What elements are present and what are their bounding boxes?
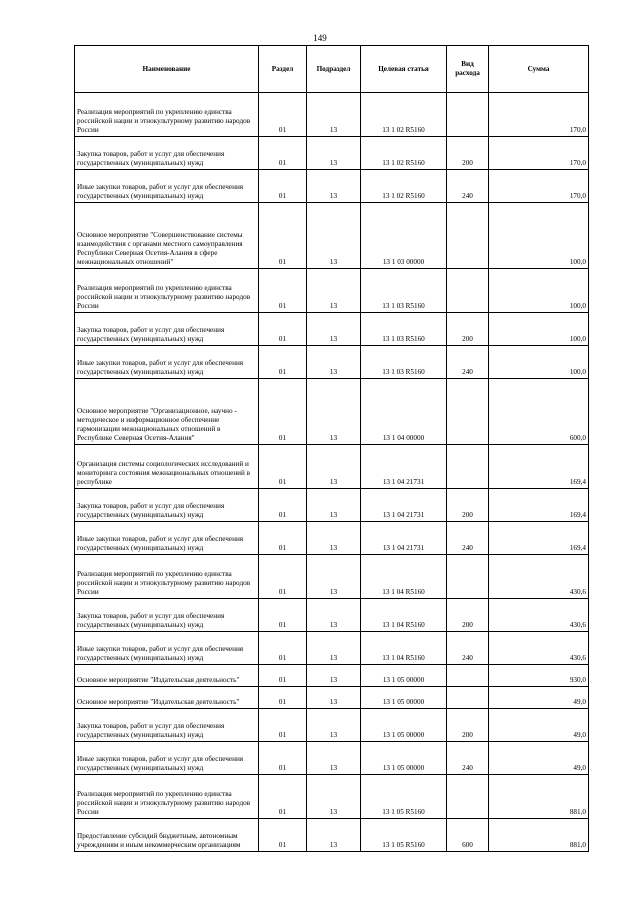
cell-summa: 169,4: [489, 489, 589, 522]
cell-summa: 49,0: [489, 687, 589, 709]
cell-podrazdel: 13: [307, 379, 361, 445]
cell-podrazdel: 13: [307, 170, 361, 203]
cell-name: Основное мероприятие "Издательская деятельность": [75, 665, 259, 687]
cell-vid: [447, 775, 489, 819]
cell-name: Иные закупки товаров, работ и услуг для обеспечения государственных (муниципальных) нужд: [75, 522, 259, 555]
cell-vid: [447, 665, 489, 687]
cell-summa: 600,0: [489, 379, 589, 445]
cell-vid: 240: [447, 522, 489, 555]
cell-summa: 170,0: [489, 93, 589, 137]
cell-statya: 13 1 03 00000: [361, 203, 447, 269]
cell-summa: 881,0: [489, 775, 589, 819]
cell-vid: 200: [447, 709, 489, 742]
cell-podrazdel: 13: [307, 269, 361, 313]
cell-vid: [447, 445, 489, 489]
cell-vid: 240: [447, 742, 489, 775]
table-row: [75, 379, 589, 445]
cell-statya: 13 1 04 R5160: [361, 555, 447, 599]
cell-vid: 200: [447, 137, 489, 170]
header-name: Наименование: [75, 46, 259, 93]
table-row: [75, 819, 589, 852]
page-number: 149: [313, 33, 327, 43]
cell-summa: 430,6: [489, 555, 589, 599]
cell-vid: [447, 687, 489, 709]
table-row: [75, 599, 589, 632]
cell-podrazdel: 13: [307, 775, 361, 819]
table-row: [75, 269, 589, 313]
cell-vid: [447, 555, 489, 599]
cell-razdel: 01: [259, 522, 307, 555]
cell-statya: 13 1 04 21731: [361, 489, 447, 522]
table-row: [75, 445, 589, 489]
cell-statya: 13 1 02 R5160: [361, 93, 447, 137]
cell-summa: 430,6: [489, 632, 589, 665]
table-row: [75, 687, 589, 709]
table-row: [75, 346, 589, 379]
cell-statya: 13 1 04 21731: [361, 522, 447, 555]
cell-statya: 13 1 05 R5160: [361, 819, 447, 852]
cell-statya: 13 1 04 21731: [361, 445, 447, 489]
cell-vid: [447, 203, 489, 269]
cell-podrazdel: 13: [307, 346, 361, 379]
cell-razdel: 01: [259, 819, 307, 852]
cell-name: Реализация мероприятий по укреплению единства российской нации и этнокультурному развитию народов России: [75, 775, 259, 819]
cell-podrazdel: 13: [307, 313, 361, 346]
cell-name: Основное мероприятие "Совершенствование системы взаимодействия с органами местного самоуправления Республики Северная Осетия-Алания в сфере межнациональных отношений": [75, 203, 259, 269]
cell-statya: 13 1 04 R5160: [361, 632, 447, 665]
table-header-row: [75, 46, 589, 93]
cell-name: Реализация мероприятий по укреплению единства российской нации и этнокультурному развитию народов России: [75, 93, 259, 137]
cell-name: Иные закупки товаров, работ и услуг для обеспечения государственных (муниципальных) нужд: [75, 742, 259, 775]
cell-statya: 13 1 03 R5160: [361, 313, 447, 346]
cell-razdel: 01: [259, 555, 307, 599]
cell-podrazdel: 13: [307, 93, 361, 137]
cell-summa: 881,0: [489, 819, 589, 852]
table-row: [75, 522, 589, 555]
cell-name: Иные закупки товаров, работ и услуг для обеспечения государственных (муниципальных) нужд: [75, 170, 259, 203]
cell-razdel: 01: [259, 489, 307, 522]
cell-vid: 200: [447, 313, 489, 346]
cell-name: Организация системы социологических исследований и мониторинга состояния межнациональных отношений в республике: [75, 445, 259, 489]
cell-summa: 49,0: [489, 709, 589, 742]
header-vid: Вид расхода: [447, 46, 489, 93]
table-row: [75, 203, 589, 269]
cell-name: Основное мероприятие "Издательская деятельность": [75, 687, 259, 709]
cell-statya: 13 1 05 00000: [361, 709, 447, 742]
table-row: [75, 709, 589, 742]
cell-vid: [447, 269, 489, 313]
cell-razdel: 01: [259, 269, 307, 313]
cell-vid: 600: [447, 819, 489, 852]
cell-name: Закупка товаров, работ и услуг для обеспечения государственных (муниципальных) нужд: [75, 137, 259, 170]
cell-summa: 49,0: [489, 742, 589, 775]
cell-razdel: 01: [259, 709, 307, 742]
cell-podrazdel: 13: [307, 632, 361, 665]
cell-podrazdel: 13: [307, 489, 361, 522]
cell-razdel: 01: [259, 632, 307, 665]
cell-statya: 13 1 03 R5160: [361, 346, 447, 379]
cell-razdel: 01: [259, 742, 307, 775]
cell-statya: 13 1 04 R5160: [361, 599, 447, 632]
cell-podrazdel: 13: [307, 742, 361, 775]
cell-name: Иные закупки товаров, работ и услуг для обеспечения государственных (муниципальных) нужд: [75, 632, 259, 665]
cell-razdel: 01: [259, 137, 307, 170]
cell-razdel: 01: [259, 170, 307, 203]
cell-podrazdel: 13: [307, 137, 361, 170]
cell-name: Закупка товаров, работ и услуг для обеспечения государственных (муниципальных) нужд: [75, 599, 259, 632]
cell-razdel: 01: [259, 203, 307, 269]
header-razdel: Раздел: [259, 46, 307, 93]
cell-razdel: 01: [259, 445, 307, 489]
cell-podrazdel: 13: [307, 709, 361, 742]
cell-razdel: 01: [259, 379, 307, 445]
cell-summa: 170,0: [489, 137, 589, 170]
cell-summa: 169,4: [489, 522, 589, 555]
cell-vid: [447, 93, 489, 137]
cell-vid: 200: [447, 599, 489, 632]
cell-statya: 13 1 05 00000: [361, 665, 447, 687]
cell-summa: 930,0: [489, 665, 589, 687]
cell-statya: 13 1 05 00000: [361, 687, 447, 709]
table-row: [75, 137, 589, 170]
cell-podrazdel: 13: [307, 203, 361, 269]
cell-podrazdel: 13: [307, 599, 361, 632]
header-summa: Сумма: [489, 46, 589, 93]
cell-statya: 13 1 02 R5160: [361, 137, 447, 170]
cell-podrazdel: 13: [307, 445, 361, 489]
cell-vid: 240: [447, 632, 489, 665]
cell-summa: 170,0: [489, 170, 589, 203]
cell-podrazdel: 13: [307, 687, 361, 709]
cell-name: Основное мероприятие "Организационное, научно - методическое и информационное обеспечение гармонизации межнациональных отношений в Республике Северная Осетия-Алания": [75, 379, 259, 445]
cell-statya: 13 1 02 R5160: [361, 170, 447, 203]
table-body: [75, 93, 589, 852]
cell-statya: 13 1 05 R5160: [361, 775, 447, 819]
cell-statya: 13 1 04 00000: [361, 379, 447, 445]
table-row: [75, 170, 589, 203]
cell-vid: 200: [447, 489, 489, 522]
cell-name: Реализация мероприятий по укреплению единства российской нации и этнокультурному развитию народов России: [75, 555, 259, 599]
cell-name: Закупка товаров, работ и услуг для обеспечения государственных (муниципальных) нужд: [75, 489, 259, 522]
cell-vid: 240: [447, 170, 489, 203]
cell-razdel: 01: [259, 665, 307, 687]
cell-razdel: 01: [259, 687, 307, 709]
cell-statya: 13 1 05 00000: [361, 742, 447, 775]
header-statya: Целевая статья: [361, 46, 447, 93]
cell-razdel: 01: [259, 599, 307, 632]
cell-razdel: 01: [259, 313, 307, 346]
cell-vid: 240: [447, 346, 489, 379]
budget-table: [74, 45, 589, 852]
cell-podrazdel: 13: [307, 819, 361, 852]
cell-summa: 100,0: [489, 346, 589, 379]
cell-razdel: 01: [259, 775, 307, 819]
cell-summa: 169,4: [489, 445, 589, 489]
cell-name: Предоставление субсидий бюджетным, автономным учреждениям и иным некоммерческим организациям: [75, 819, 259, 852]
cell-podrazdel: 13: [307, 522, 361, 555]
cell-podrazdel: 13: [307, 665, 361, 687]
cell-summa: 100,0: [489, 203, 589, 269]
cell-razdel: 01: [259, 346, 307, 379]
cell-razdel: 01: [259, 93, 307, 137]
table-row: [75, 313, 589, 346]
table-row: [75, 632, 589, 665]
cell-podrazdel: 13: [307, 555, 361, 599]
cell-summa: 100,0: [489, 269, 589, 313]
table-row: [75, 742, 589, 775]
cell-name: Реализация мероприятий по укреплению единства российской нации и этнокультурному развитию народов России: [75, 269, 259, 313]
table-row: [75, 665, 589, 687]
table-row: [75, 775, 589, 819]
cell-summa: 100,0: [489, 313, 589, 346]
cell-summa: 430,6: [489, 599, 589, 632]
table-row: [75, 489, 589, 522]
cell-vid: [447, 379, 489, 445]
cell-statya: 13 1 03 R5160: [361, 269, 447, 313]
table-row: [75, 555, 589, 599]
table-row: [75, 93, 589, 137]
cell-name: Закупка товаров, работ и услуг для обеспечения государственных (муниципальных) нужд: [75, 313, 259, 346]
cell-name: Иные закупки товаров, работ и услуг для обеспечения государственных (муниципальных) нужд: [75, 346, 259, 379]
header-podrazdel: Подраздел: [307, 46, 361, 93]
cell-name: Закупка товаров, работ и услуг для обеспечения государственных (муниципальных) нужд: [75, 709, 259, 742]
